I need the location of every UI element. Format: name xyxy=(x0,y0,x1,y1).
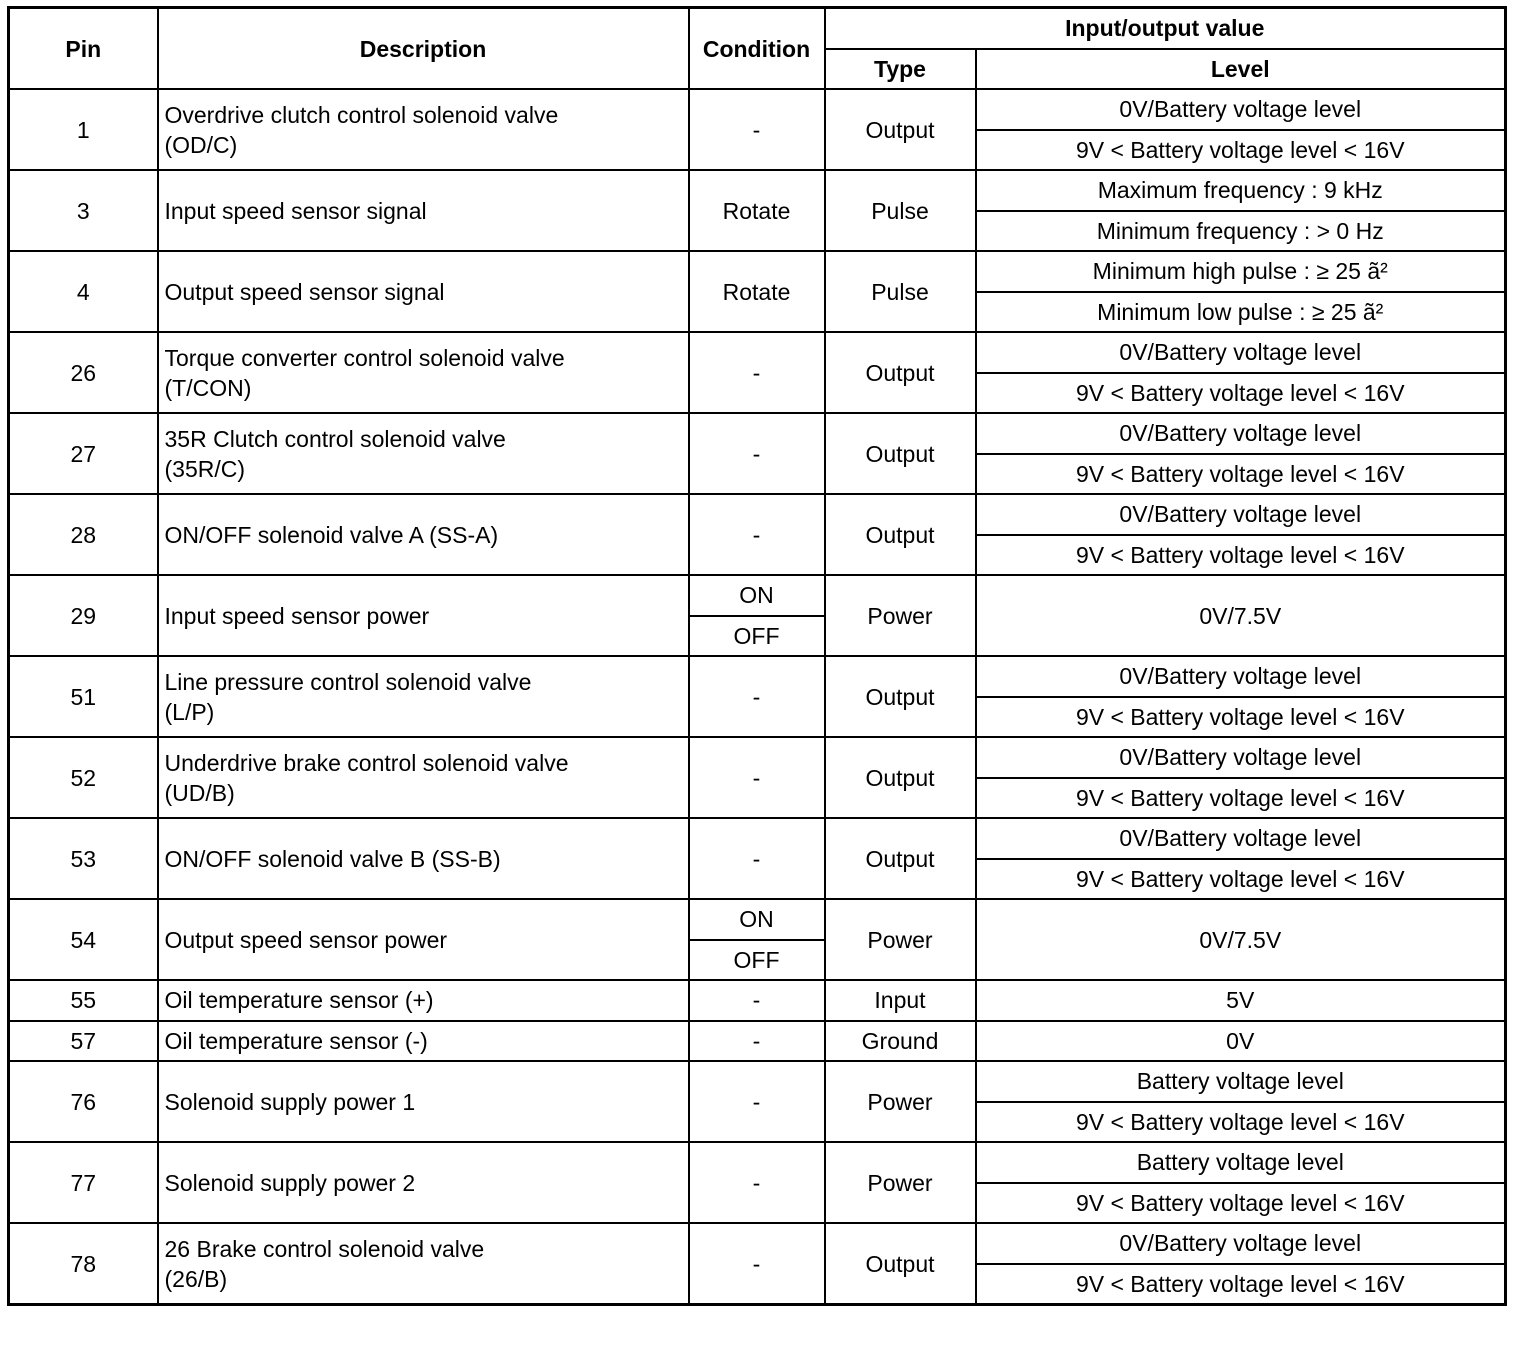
description-cell xyxy=(158,332,689,413)
pin-cell: 26 xyxy=(9,332,158,413)
level-cell: 0V/7.5V xyxy=(976,575,1506,656)
type-cell: Ground xyxy=(825,1021,976,1062)
pin-cell: 4 xyxy=(9,251,158,332)
description-line: (T/CON) xyxy=(164,374,252,401)
level-cell: 0V/Battery voltage level xyxy=(976,818,1506,859)
level-cell: Battery voltage level xyxy=(976,1142,1506,1183)
condition-cell: - xyxy=(689,413,825,494)
description-line: Input speed sensor signal xyxy=(164,197,427,224)
pin-cell: 28 xyxy=(9,494,158,575)
description-line: Line pressure control solenoid valve xyxy=(164,668,532,695)
type-cell: Output xyxy=(825,413,976,494)
level-cell: 9V < Battery voltage level < 16V xyxy=(976,454,1506,495)
type-cell: Output xyxy=(825,737,976,818)
level-cell: 9V < Battery voltage level < 16V xyxy=(976,1102,1506,1143)
condition-cell: ON xyxy=(689,575,825,616)
table-row xyxy=(9,413,1506,454)
pin-cell: 3 xyxy=(9,170,158,251)
condition-cell: - xyxy=(689,656,825,737)
level-cell: 9V < Battery voltage level < 16V xyxy=(976,1264,1506,1305)
level-cell: 9V < Battery voltage level < 16V xyxy=(976,697,1506,738)
table-row xyxy=(9,251,1506,292)
condition-cell: - xyxy=(689,980,825,1021)
type-cell: Pulse xyxy=(825,251,976,332)
level-cell: 0V/Battery voltage level xyxy=(976,1223,1506,1264)
description-line: Output speed sensor signal xyxy=(164,278,445,305)
level-cell: 9V < Battery voltage level < 16V xyxy=(976,373,1506,414)
level-cell: 9V < Battery voltage level < 16V xyxy=(976,778,1506,819)
description-line: Solenoid supply power 2 xyxy=(164,1169,416,1196)
condition-cell: Rotate xyxy=(689,251,825,332)
table-row xyxy=(9,656,1506,697)
level-cell: Maximum frequency : 9 kHz xyxy=(976,170,1506,211)
pin-cell: 52 xyxy=(9,737,158,818)
level-cell: 0V/7.5V xyxy=(976,899,1506,980)
pin-cell: 55 xyxy=(9,980,158,1021)
table-body xyxy=(9,89,1506,1305)
header-level: Level xyxy=(976,49,1506,90)
pin-cell: 76 xyxy=(9,1061,158,1142)
condition-cell: Rotate xyxy=(689,170,825,251)
description-line: (L/P) xyxy=(164,698,215,725)
description-line: 26 Brake control solenoid valve xyxy=(164,1235,485,1262)
table-header xyxy=(9,8,1506,90)
condition-cell: OFF xyxy=(689,940,825,981)
description-cell xyxy=(158,575,689,656)
header-description: Description xyxy=(158,8,689,90)
type-cell: Output xyxy=(825,818,976,899)
table-row xyxy=(9,332,1506,373)
table-row xyxy=(9,899,1506,940)
header-condition: Condition xyxy=(689,8,825,90)
level-cell: 9V < Battery voltage level < 16V xyxy=(976,859,1506,900)
description-line: Torque converter control solenoid valve xyxy=(164,344,565,371)
description-line: ON/OFF solenoid valve B (SS-B) xyxy=(164,845,501,872)
description-cell xyxy=(158,1223,689,1305)
description-line: Output speed sensor power xyxy=(164,926,448,953)
level-cell: 0V/Battery voltage level xyxy=(976,413,1506,454)
header-pin: Pin xyxy=(9,8,158,90)
description-cell xyxy=(158,251,689,332)
condition-cell: - xyxy=(689,89,825,170)
level-cell: 0V xyxy=(976,1021,1506,1062)
type-cell: Power xyxy=(825,1142,976,1223)
level-cell: 0V/Battery voltage level xyxy=(976,656,1506,697)
condition-cell: - xyxy=(689,494,825,575)
table-row xyxy=(9,575,1506,616)
description-line: ON/OFF solenoid valve A (SS-A) xyxy=(164,521,499,548)
description-line: 35R Clutch control solenoid valve xyxy=(164,425,506,452)
pin-table xyxy=(7,6,1507,1306)
description-line: Underdrive brake control solenoid valve xyxy=(164,749,569,776)
pin-cell: 57 xyxy=(9,1021,158,1062)
description-line: Solenoid supply power 1 xyxy=(164,1088,416,1115)
level-cell: 9V < Battery voltage level < 16V xyxy=(976,1183,1506,1224)
table-row xyxy=(9,1142,1506,1183)
description-cell xyxy=(158,818,689,899)
description-line: (UD/B) xyxy=(164,779,235,806)
description-cell xyxy=(158,899,689,980)
type-cell: Power xyxy=(825,899,976,980)
description-line: (OD/C) xyxy=(164,131,238,158)
condition-cell: - xyxy=(689,1142,825,1223)
description-line: (35R/C) xyxy=(164,455,246,482)
pin-cell: 54 xyxy=(9,899,158,980)
description-cell xyxy=(158,656,689,737)
pin-cell: 51 xyxy=(9,656,158,737)
level-cell: Minimum high pulse : ≥ 25 ã² xyxy=(976,251,1506,292)
type-cell: Power xyxy=(825,1061,976,1142)
level-cell: 0V/Battery voltage level xyxy=(976,89,1506,130)
description-cell xyxy=(158,413,689,494)
pin-cell: 1 xyxy=(9,89,158,170)
description-cell xyxy=(158,170,689,251)
level-cell: 5V xyxy=(976,980,1506,1021)
description-line: (26/B) xyxy=(164,1265,228,1292)
description-cell xyxy=(158,1061,689,1142)
level-cell: Minimum low pulse : ≥ 25 ã² xyxy=(976,292,1506,333)
level-cell: Minimum frequency : > 0 Hz xyxy=(976,211,1506,252)
table-row xyxy=(9,1223,1506,1264)
condition-cell: - xyxy=(689,1223,825,1305)
description-cell xyxy=(158,89,689,170)
description-cell xyxy=(158,980,689,1021)
header-type: Type xyxy=(825,49,976,90)
description-cell xyxy=(158,1142,689,1223)
condition-cell: - xyxy=(689,332,825,413)
table-row xyxy=(9,1021,1506,1062)
pin-cell: 27 xyxy=(9,413,158,494)
table-row xyxy=(9,818,1506,859)
description-line: Oil temperature sensor (+) xyxy=(164,987,434,1014)
description-cell xyxy=(158,737,689,818)
condition-cell: - xyxy=(689,1021,825,1062)
description-line: Oil temperature sensor (-) xyxy=(164,1027,428,1054)
level-cell: 0V/Battery voltage level xyxy=(976,737,1506,778)
level-cell: 0V/Battery voltage level xyxy=(976,332,1506,373)
type-cell: Pulse xyxy=(825,170,976,251)
description-line: Overdrive clutch control solenoid valve xyxy=(164,101,559,128)
level-cell: 9V < Battery voltage level < 16V xyxy=(976,130,1506,171)
pin-cell: 29 xyxy=(9,575,158,656)
type-cell: Input xyxy=(825,980,976,1021)
pin-cell: 53 xyxy=(9,818,158,899)
type-cell: Output xyxy=(825,332,976,413)
condition-cell: - xyxy=(689,818,825,899)
condition-cell: - xyxy=(689,737,825,818)
table-row xyxy=(9,89,1506,130)
description-cell xyxy=(158,494,689,575)
table-row xyxy=(9,494,1506,535)
table-row xyxy=(9,170,1506,211)
level-cell: 9V < Battery voltage level < 16V xyxy=(976,535,1506,576)
type-cell: Output xyxy=(825,89,976,170)
condition-cell: - xyxy=(689,1061,825,1142)
pin-cell: 77 xyxy=(9,1142,158,1223)
level-cell: 0V/Battery voltage level xyxy=(976,494,1506,535)
type-cell: Output xyxy=(825,1223,976,1305)
description-cell xyxy=(158,1021,689,1062)
level-cell: Battery voltage level xyxy=(976,1061,1506,1102)
type-cell: Power xyxy=(825,575,976,656)
table-row xyxy=(9,980,1506,1021)
type-cell: Output xyxy=(825,656,976,737)
table-row xyxy=(9,737,1506,778)
condition-cell: OFF xyxy=(689,616,825,657)
condition-cell: ON xyxy=(689,899,825,940)
header-io-value: Input/output value xyxy=(825,8,1506,49)
pin-cell: 78 xyxy=(9,1223,158,1305)
type-cell: Output xyxy=(825,494,976,575)
table-row xyxy=(9,1061,1506,1102)
description-line: Input speed sensor power xyxy=(164,602,430,629)
